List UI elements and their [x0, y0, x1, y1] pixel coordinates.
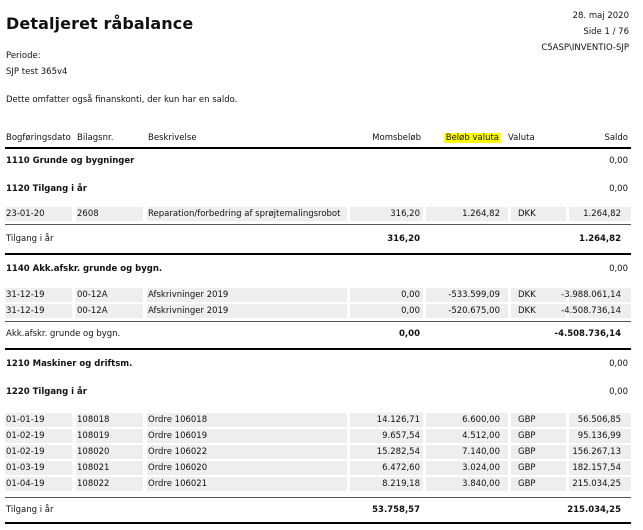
subtotal-1120-divider [5, 224, 631, 225]
cell-bal: 156.267,13 [572, 447, 621, 457]
cell-doc: 00-12A [77, 290, 108, 300]
cell-doc: 2608 [77, 209, 99, 219]
cell-date: 23-01-20 [6, 209, 45, 219]
company-name: SJP test 365v4 [6, 67, 68, 77]
col-header-desc: Beskrivelse [148, 133, 197, 143]
section-divider-1220 [5, 522, 631, 524]
cell-bal: 215.034,25 [572, 479, 621, 489]
cell-vat: 14.126,71 [376, 415, 420, 425]
group-1110-balance: 0,00 [609, 156, 628, 166]
col-header-date: Bogføringsdato [6, 133, 71, 143]
cell-vat: 0,00 [401, 306, 420, 316]
cell-doc: 108020 [77, 447, 110, 457]
cell-fx: -533.599,09 [448, 290, 500, 300]
group-1120-balance: 0,00 [609, 184, 628, 194]
cell-doc: 108022 [77, 479, 110, 489]
cell-cur: GBP [518, 447, 536, 457]
cell-date: 01-02-19 [6, 431, 45, 441]
cell-vat: 0,00 [401, 290, 420, 300]
subtotal-1220-vat: 53.758,57 [372, 505, 420, 515]
group-1210-balance: 0,00 [609, 359, 628, 369]
group-1120-label: 1120 Tilgang i år [6, 184, 87, 194]
cell-bal: 56.506,85 [577, 415, 621, 425]
group-1140-label: 1140 Akk.afskr. grunde og bygn. [6, 264, 163, 274]
subtotal-1120-balance: 1.264,82 [579, 234, 621, 244]
table-row [5, 445, 631, 459]
subtotal-1140-vat: 0,00 [399, 329, 420, 339]
cell-doc: 108021 [77, 463, 110, 473]
cell-fx: -520.675,00 [448, 306, 500, 316]
cell-bal: -3.988.061,14 [561, 290, 621, 300]
table-row [5, 477, 631, 491]
cell-cur: GBP [518, 415, 536, 425]
header-divider [5, 147, 631, 149]
cell-desc: Ordre 106019 [148, 431, 208, 441]
subtotal-1120-vat: 316,20 [387, 234, 420, 244]
subtotal-1220-label: Tilgang i år [6, 505, 54, 515]
report-date: 28. maj 2020 [572, 11, 629, 21]
report-note: Dette omfatter også finanskonti, der kun har en saldo. [6, 95, 238, 105]
cell-vat: 9.657,54 [382, 431, 420, 441]
subtotal-1120-label: Tilgang i år [6, 234, 54, 244]
cell-cur: GBP [518, 431, 536, 441]
cell-bal: 182.157,54 [572, 463, 621, 473]
subtotal-1140 [5, 327, 631, 341]
cell-fx: 3.840,00 [462, 479, 500, 489]
group-1220-label: 1220 Tilgang i år [6, 387, 87, 397]
cell-fx: 1.264,82 [462, 209, 500, 219]
cell-cur: DKK [518, 290, 536, 300]
cell-bal: 95.136,99 [577, 431, 621, 441]
group-1140-balance: 0,00 [609, 264, 628, 274]
cell-vat: 6.472,60 [382, 463, 420, 473]
cell-doc: 108018 [77, 415, 110, 425]
cell-date: 31-12-19 [6, 306, 45, 316]
report-title: Detaljeret råbalance [6, 14, 194, 33]
table-row [5, 207, 631, 221]
cell-date: 01-01-19 [6, 415, 45, 425]
col-header-fx [444, 133, 501, 143]
cell-desc: Ordre 106020 [148, 463, 208, 473]
col-header-balance: Saldo [604, 133, 628, 143]
cell-vat: 316,20 [390, 209, 420, 219]
subtotal-1140-label: Akk.afskr. grunde og bygn. [6, 329, 121, 339]
table-row [5, 461, 631, 475]
cell-desc: Reparation/forbedring af sprøjtemalingsrobot [148, 209, 341, 219]
cell-doc: 108019 [77, 431, 110, 441]
cell-bal: -4.508.736,14 [561, 306, 621, 316]
col-header-vat: Momsbeløb [372, 133, 421, 143]
cell-vat: 8.219,18 [382, 479, 420, 489]
group-1210-label: 1210 Maskiner og driftsm. [6, 359, 133, 369]
subtotal-1220-divider [5, 497, 631, 498]
table-row [5, 429, 631, 443]
section-divider-1140 [5, 348, 631, 350]
group-1110-label: 1110 Grunde og bygninger [6, 156, 135, 166]
table-row [5, 413, 631, 427]
cell-doc: 00-12A [77, 306, 108, 316]
subtotal-1220 [5, 503, 631, 517]
cell-desc: Ordre 106018 [148, 415, 208, 425]
col-header-doc: Bilagsnr. [77, 133, 114, 143]
cell-desc: Ordre 106022 [148, 447, 208, 457]
user-id: C5ASP\INVENTIO-SJP [541, 43, 629, 53]
cell-fx: 6.600,00 [462, 415, 500, 425]
group-1220-balance: 0,00 [609, 387, 628, 397]
section-divider-1120 [5, 253, 631, 255]
cell-cur: GBP [518, 479, 536, 489]
period-label: Periode: [6, 51, 41, 61]
table-row [5, 304, 631, 318]
cell-date: 31-12-19 [6, 290, 45, 300]
cell-fx: 3.024,00 [462, 463, 500, 473]
subtotal-1140-divider [5, 321, 631, 322]
cell-fx: 4.512,00 [462, 431, 500, 441]
page-indicator: Side 1 / 76 [583, 27, 629, 37]
cell-fx: 7.140,00 [462, 447, 500, 457]
cell-bal: 1.264,82 [583, 209, 621, 219]
cell-date: 01-03-19 [6, 463, 45, 473]
cell-date: 01-02-19 [6, 447, 45, 457]
cell-desc: Afskrivninger 2019 [148, 306, 229, 316]
table-row [5, 288, 631, 302]
subtotal-1220-balance: 215.034,25 [567, 505, 621, 515]
cell-vat: 15.282,54 [376, 447, 420, 457]
cell-cur: DKK [518, 209, 536, 219]
cell-desc: Afskrivninger 2019 [148, 290, 229, 300]
highlighted-fx-label: Beløb valuta [445, 133, 499, 143]
subtotal-1120 [5, 232, 631, 246]
cell-date: 01-04-19 [6, 479, 45, 489]
subtotal-1140-balance: -4.508.736,14 [554, 329, 621, 339]
cell-desc: Ordre 106021 [148, 479, 208, 489]
cell-cur: DKK [518, 306, 536, 316]
col-header-currency: Valuta [508, 133, 535, 143]
cell-cur: GBP [518, 463, 536, 473]
